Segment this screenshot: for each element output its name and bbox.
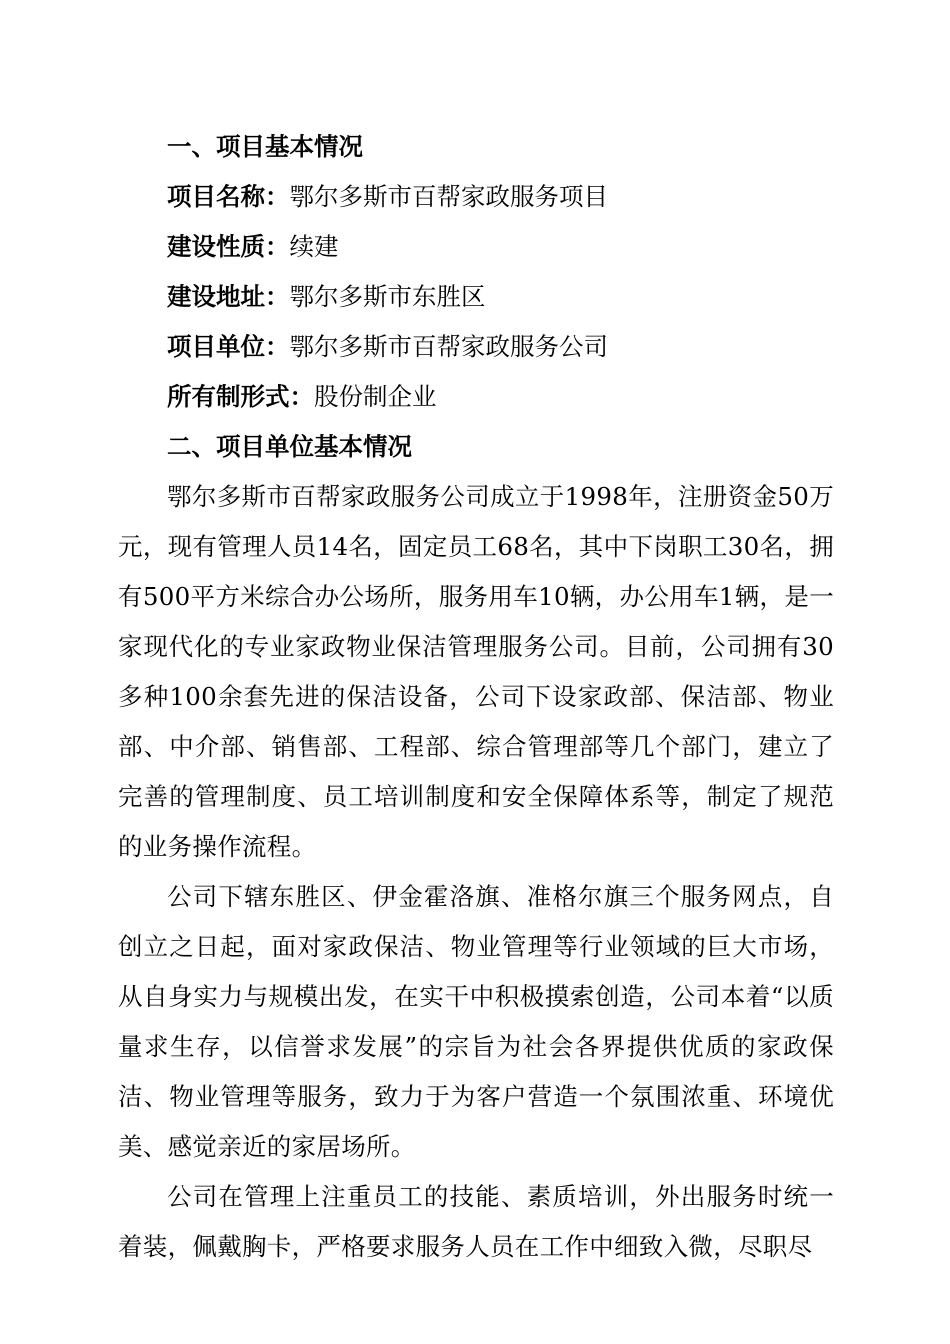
field-value: 鄂尔多斯市东胜区 xyxy=(289,282,486,311)
field-construction-address xyxy=(118,272,834,322)
body-paragraph-2: 公司下辖东胜区、伊金霍洛旗、准格尔旗三个服务网点，自创立之日起，面对家政保洁、物业管理等行业领域的巨大市场，从自身实力与规模出发，在实干中积极摸索创造，公司本着“以质量求生存，以信誉求发展”的宗旨为社会各界提供优质的家政保洁、物业管理等服务，致力于为客户营造一个氛围浓重、环境优美、感觉亲近的家居场所。 xyxy=(118,882,834,1161)
document-page xyxy=(118,122,834,1272)
body-paragraph-3: 公司在管理上注重员工的技能、素质培训，外出服务时统一着装，佩戴胸卡，严格要求服务人员在工作中细致入微，尽职尽 xyxy=(118,1182,834,1261)
section-heading-1: 一、项目基本情况 xyxy=(167,132,363,161)
field-label: 所有制形式： xyxy=(167,382,314,411)
field-project-name xyxy=(118,172,834,222)
field-ownership-form xyxy=(118,372,834,422)
field-label: 项目单位： xyxy=(167,332,290,361)
field-value: 续建 xyxy=(289,232,339,261)
field-value: 股份制企业 xyxy=(314,382,437,411)
field-construction-nature xyxy=(118,222,834,272)
body-paragraph-1: 鄂尔多斯市百帮家政服务公司成立于1998年，注册资金50万元，现有管理人员14名，固定员工68名，其中下岗职工30名，拥有500平方米综合办公场所，服务用车10辆，办公用车1辆，是一家现代化的专业家政物业保洁管理服务公司。目前，公司拥有30多种100余套先进的保洁设备，公司下设家政部、保洁部、物业部、中介部、销售部、工程部、综合管理部等几个部门，建立了完善的管理制度、员工培训制度和安全保障体系等，制定了规范的业务操作流程。 xyxy=(118,482,834,861)
field-value: 鄂尔多斯市百帮家政服务项目 xyxy=(289,182,608,211)
field-label: 项目名称： xyxy=(167,182,290,211)
field-label: 建设地址： xyxy=(167,282,290,311)
field-value: 鄂尔多斯市百帮家政服务公司 xyxy=(289,332,608,361)
field-label: 建设性质： xyxy=(167,232,290,261)
section-heading-2: 二、项目单位基本情况 xyxy=(167,432,412,461)
field-project-unit xyxy=(118,322,834,372)
